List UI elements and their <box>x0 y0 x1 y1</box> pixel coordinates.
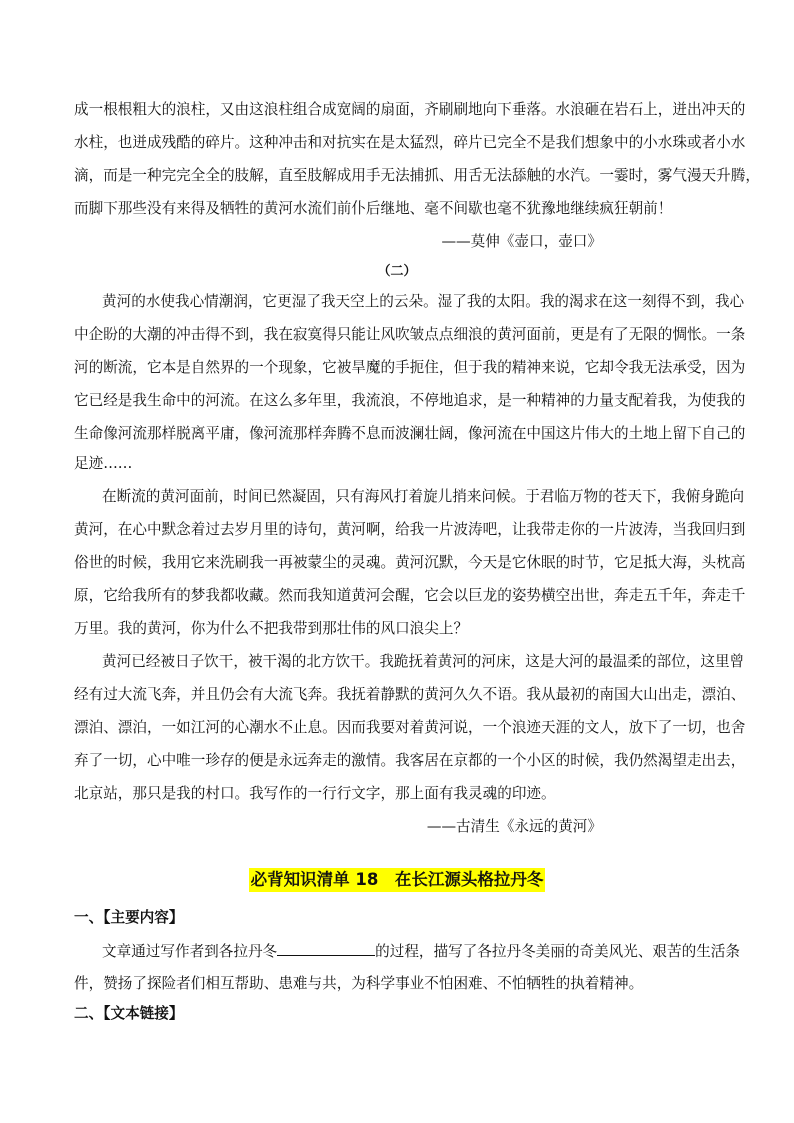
passage2-line: 足迹…… <box>74 455 133 472</box>
passage1-line: 而脚下那些没有来得及牺牲的黄河水流们前仆后继地、毫不间歇也毫不犹豫地继续疯狂朝前！ <box>74 200 673 217</box>
summary-line: 件，赞扬了探险者们相互帮助、患难与共，为科学事业不怕困难、不怕牺牲的执着精神。 <box>74 975 644 992</box>
passage2-line: 黄河已经被日子饮干，被干渴的北方饮干。我跪抚着黄河的河床，这是大河的最温柔的部位，这里曾 <box>102 653 745 670</box>
summary-line <box>102 941 740 962</box>
passage2-line: 生命像河流那样脱离平庸，像河流那样奔腾不息而波澜壮阔，像河流在中国这片伟大的土地上留下自己的 <box>74 425 746 442</box>
passage2-line: 北京站，那只是我的村口。我写作的一行行文字，那上面有我灵魂的印迹。 <box>74 785 556 802</box>
heading-text-link: 二、【文本链接】 <box>74 1005 184 1022</box>
passage2-line: 黄河，在心中默念着过去岁月里的诗句，黄河啊，给我一片波涛吧，让我带走你的一片波涛，当我回归到 <box>74 521 746 538</box>
passage1-line: 水柱，也迸成残酷的碎片。这种冲击和对抗实在是太猛烈，碎片已完全不是我们想象中的小水珠或者小水 <box>74 134 746 151</box>
summary-text-before: 文章通过写作者到各拉丹冬 <box>102 943 278 960</box>
passage2-line: 万里。我的黄河，你为什么不把我带到那壮伟的风口浪尖上？ <box>74 620 469 637</box>
passage2-line: 经有过大流飞奔，并且仍会有大流飞奔。我抚着静默的黄河久久不语。我从最初的南国大山出走，漂泊、 <box>74 686 746 703</box>
passage1-line: 滴，而是一种完完全全的肢解，直至肢解成用手无法捕抓、用舌无法舔触的水汽。一霎时，雾气漫天升腾， <box>74 167 760 184</box>
fill-in-blank[interactable] <box>277 941 375 956</box>
passage2-line: 中企盼的大潮的冲击得不到，我在寂寞得只能让风吹皱点点细浪的黄河面前，更是有了无限的惆怅。一条 <box>74 326 746 343</box>
section-title-wrap <box>0 868 794 892</box>
passage2-line: 俗世的时候，我用它来洗刷我一再被蒙尘的灵魂。黄河沉默，今天是它休眠的时节，它足抵大海，头枕高 <box>74 554 746 571</box>
passage2-line: 原，它给我所有的梦我都收藏。然而我知道黄河会醒，它会以巨龙的姿势横空出世，奔走五千年，奔走千 <box>74 587 746 604</box>
passage2-line: 漂泊、漂泊，一如江河的心潮水不止息。因而我要对着黄河说，一个浪迹天涯的文人，放下了一切，也舍 <box>74 719 746 736</box>
passage2-line: 弃了一切，心中唯一珍存的便是永远奔走的激情。我客居在京都的一个小区的时候，我仍然渴望走出去， <box>74 752 746 769</box>
passage2-line: 它已经是我生命中的河流。在这么多年里，我流浪，不停地追求，是一种精神的力量支配着我，为使我的 <box>74 392 746 409</box>
passage2-line: 在断流的黄河面前，时间已然凝固，只有海风打着旋儿捎来问候。于君临万物的苍天下，我俯身跪向 <box>102 488 745 505</box>
heading-main-content: 一、【主要内容】 <box>74 909 184 926</box>
passage2-line: 河的断流，它本是自然界的一个现象，它被旱魔的手扼住，但于我的精神来说，它却令我无法承受，因为 <box>74 359 746 376</box>
passage2-line: 黄河的水使我心情潮润，它更湿了我天空上的云朵。湿了我的太阳。我的渴求在这一刻得不到，我心 <box>102 293 745 310</box>
section-two-label: （二） <box>377 264 417 279</box>
passage2-citation: ——古清生《永远的黄河》 <box>426 818 602 835</box>
section-title: 必背知识清单 18 在长江源头格拉丹冬 <box>249 868 546 892</box>
summary-text-after: 的过程，描写了各拉丹冬美丽的奇美风光、艰苦的生活条 <box>375 943 740 960</box>
passage1-citation: ——莫伸《壶口，壶口》 <box>441 233 602 250</box>
passage1-line: 成一根根粗大的浪柱，又由这浪柱组合成宽阔的扇面，齐刷刷地向下垂落。水浪砸在岩石上，迸出冲天的 <box>74 101 746 118</box>
